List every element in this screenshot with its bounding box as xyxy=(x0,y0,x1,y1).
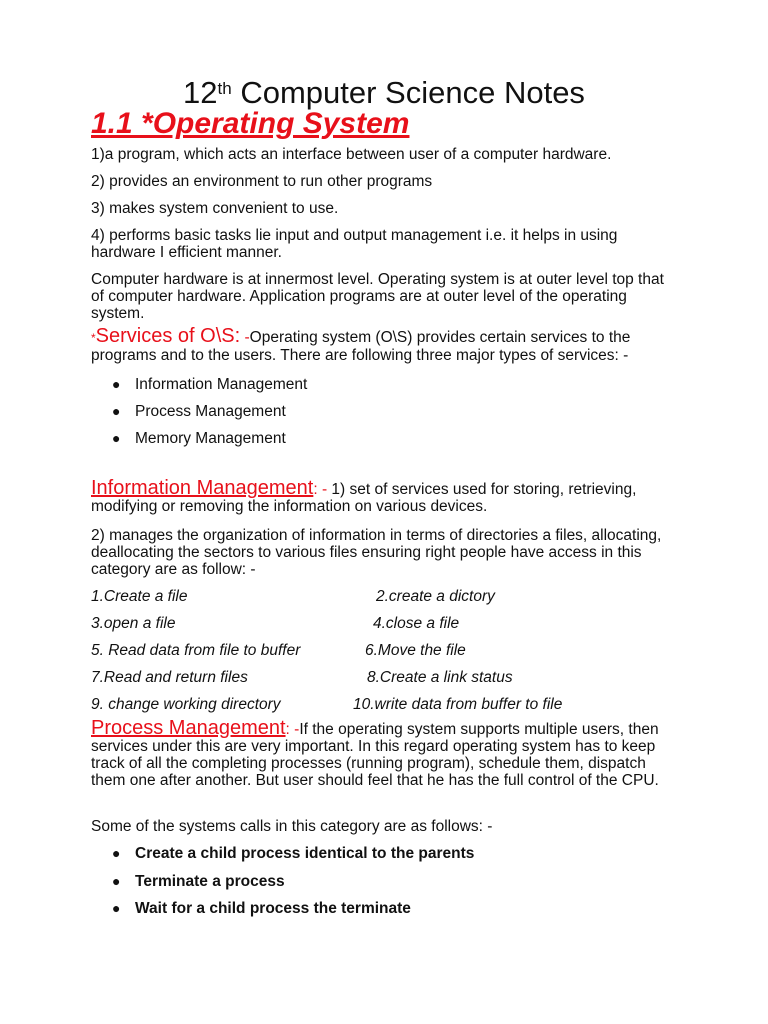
list-item-label: Process Management xyxy=(135,403,286,420)
services-dash: - xyxy=(240,329,250,346)
intro-point: 1)a program, which acts an interface between user of a computer hardware. xyxy=(91,146,612,163)
bullet-icon: ● xyxy=(112,376,121,392)
system-call: 5. Read data from file to buffer xyxy=(91,642,301,659)
process-mgmt-paragraph xyxy=(91,717,681,789)
list-item-label: Memory Management xyxy=(135,430,286,447)
list-item-label: Wait for a child process the terminate xyxy=(135,900,411,917)
bullet-icon: ● xyxy=(112,845,121,861)
process-calls-intro: Some of the systems calls in this category are as follows: - xyxy=(91,818,493,835)
services-paragraph xyxy=(91,325,681,364)
services-text: Operating system (O\S) provides certain services to the programs and to the users. There are following three major types of services: - xyxy=(91,329,631,364)
process-mgmt-heading: Process Management xyxy=(91,717,286,739)
bullet-icon: ● xyxy=(112,873,121,889)
system-call: 4.close a file xyxy=(373,615,460,632)
intro-point: 2) provides an environment to run other programs xyxy=(91,173,433,190)
system-call: 7.Read and return files xyxy=(91,669,248,686)
list-item xyxy=(112,844,474,863)
title-text: Computer Science Notes xyxy=(231,75,585,110)
info-mgmt-paragraph xyxy=(91,477,681,515)
system-call: 2.create a dictory xyxy=(376,588,495,605)
bullet-icon: ● xyxy=(112,430,121,446)
services-heading: Services of O\S: xyxy=(95,325,241,347)
services-star: * xyxy=(91,331,96,345)
system-call: 1.Create a file xyxy=(91,588,188,605)
process-mgmt-text: If the operating system supports multiple users, then services under this are very important. In this regard operating system has to keep track of all the completing processes (running program), schedule them, dispatch them one after another. But user should feel that he has the full control of the CPU. xyxy=(91,721,659,789)
system-call: 3.open a file xyxy=(91,615,176,632)
list-item-label: Create a child process identical to the parents xyxy=(135,845,475,862)
bullet-icon: ● xyxy=(112,900,121,916)
system-call: 10.write data from buffer to file xyxy=(353,696,563,713)
list-item-label: Terminate a process xyxy=(135,873,285,890)
list-item xyxy=(112,899,411,918)
process-mgmt-dash: : - xyxy=(285,721,300,738)
list-item xyxy=(112,402,286,421)
list-item xyxy=(112,429,286,448)
info-mgmt-text: 1) set of services used for storing, retrieving, modifying or removing the information on various devices. xyxy=(91,481,637,515)
title-superscript: th xyxy=(217,79,232,98)
list-item-label: Information Management xyxy=(135,376,308,393)
list-item xyxy=(112,872,285,891)
title-number: 12 xyxy=(183,75,218,110)
system-call: 9. change working directory xyxy=(91,696,281,713)
system-call: 8.Create a link status xyxy=(367,669,513,686)
system-call: 6.Move the file xyxy=(365,642,466,659)
info-mgmt-heading: Information Management xyxy=(91,477,314,499)
intro-point: 3) makes system convenient to use. xyxy=(91,200,339,217)
hardware-paragraph: Computer hardware is at innermost level. Operating system is at outer level top that of computer hardware. Application programs are at outer level of the operating system. xyxy=(91,271,664,322)
bullet-icon: ● xyxy=(112,403,121,419)
section-heading: 1.1 *Operating System xyxy=(91,107,410,140)
info-mgmt-paragraph-2: 2) manages the organization of information in terms of directories a files, allocating, deallocating the sectors to various files ensuring right people have access in this category are as follow: - xyxy=(91,527,662,578)
list-item xyxy=(112,375,307,394)
info-mgmt-dash: : - xyxy=(313,481,328,498)
intro-point: 4) performs basic tasks lie input and output management i.e. it helps in using hardware I efficient manner. xyxy=(91,227,618,261)
